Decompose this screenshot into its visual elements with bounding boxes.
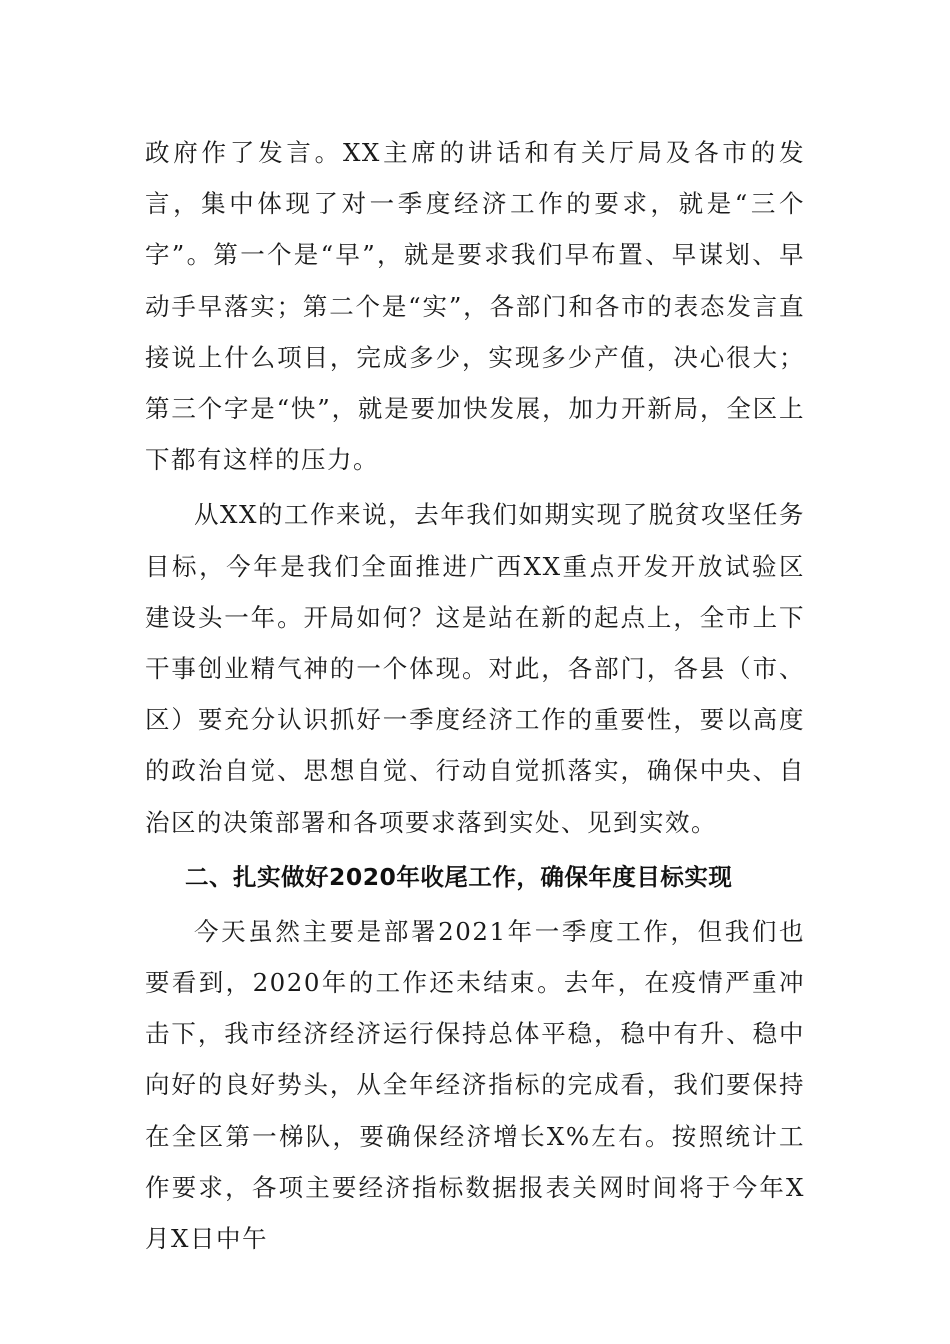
section-heading-2: 二、扎实做好2020年收尾工作，确保年度目标实现 <box>185 862 733 891</box>
paragraph-continued: 政府作了发言。XX主席的讲话和有关厅局及各市的发言，集中体现了对一季度经济工作的要求，就是“三个字”。第一个是“早”，就是要求我们早布置、早谋划、早动手早落实；第二个是“实”，各部门和各市的表态发言直接说上什么项目，完成多少，实现多少产值，决心很大；第三个字是“快”，就是要加快发展，加力开新局，全区上下都有这样的压力。 <box>145 138 805 475</box>
document-body <box>145 127 805 1264</box>
paragraph-xx-work: 从XX的工作来说，去年我们如期实现了脱贫攻坚任务目标，今年是我们全面推进广西XX重点开发开放试验区建设头一年。开局如何？这是站在新的起点上，全市上下干事创业精气神的一个体现。对此，各部门，各县（市、区）要充分认识抓好一季度经济工作的重要性，要以高度的政治自觉、思想自觉、行动自觉抓落实，确保中央、自治区的决策部署和各项要求落到实处、见到实效。 <box>145 500 805 837</box>
paragraph-2020-wrapup: 今天虽然主要是部署2021年一季度工作，但我们也要看到，2020年的工作还未结束。去年，在疫情严重冲击下，我市经济经济运行保持总体平稳，稳中有升、稳中向好的良好势头，从全年经济指标的完成看，我们要保持在全区第一梯队，要确保经济增长X%左右。按照统计工作要求，各项主要经济指标数据报表关网时间将于今年X月X日中午 <box>145 916 805 1254</box>
